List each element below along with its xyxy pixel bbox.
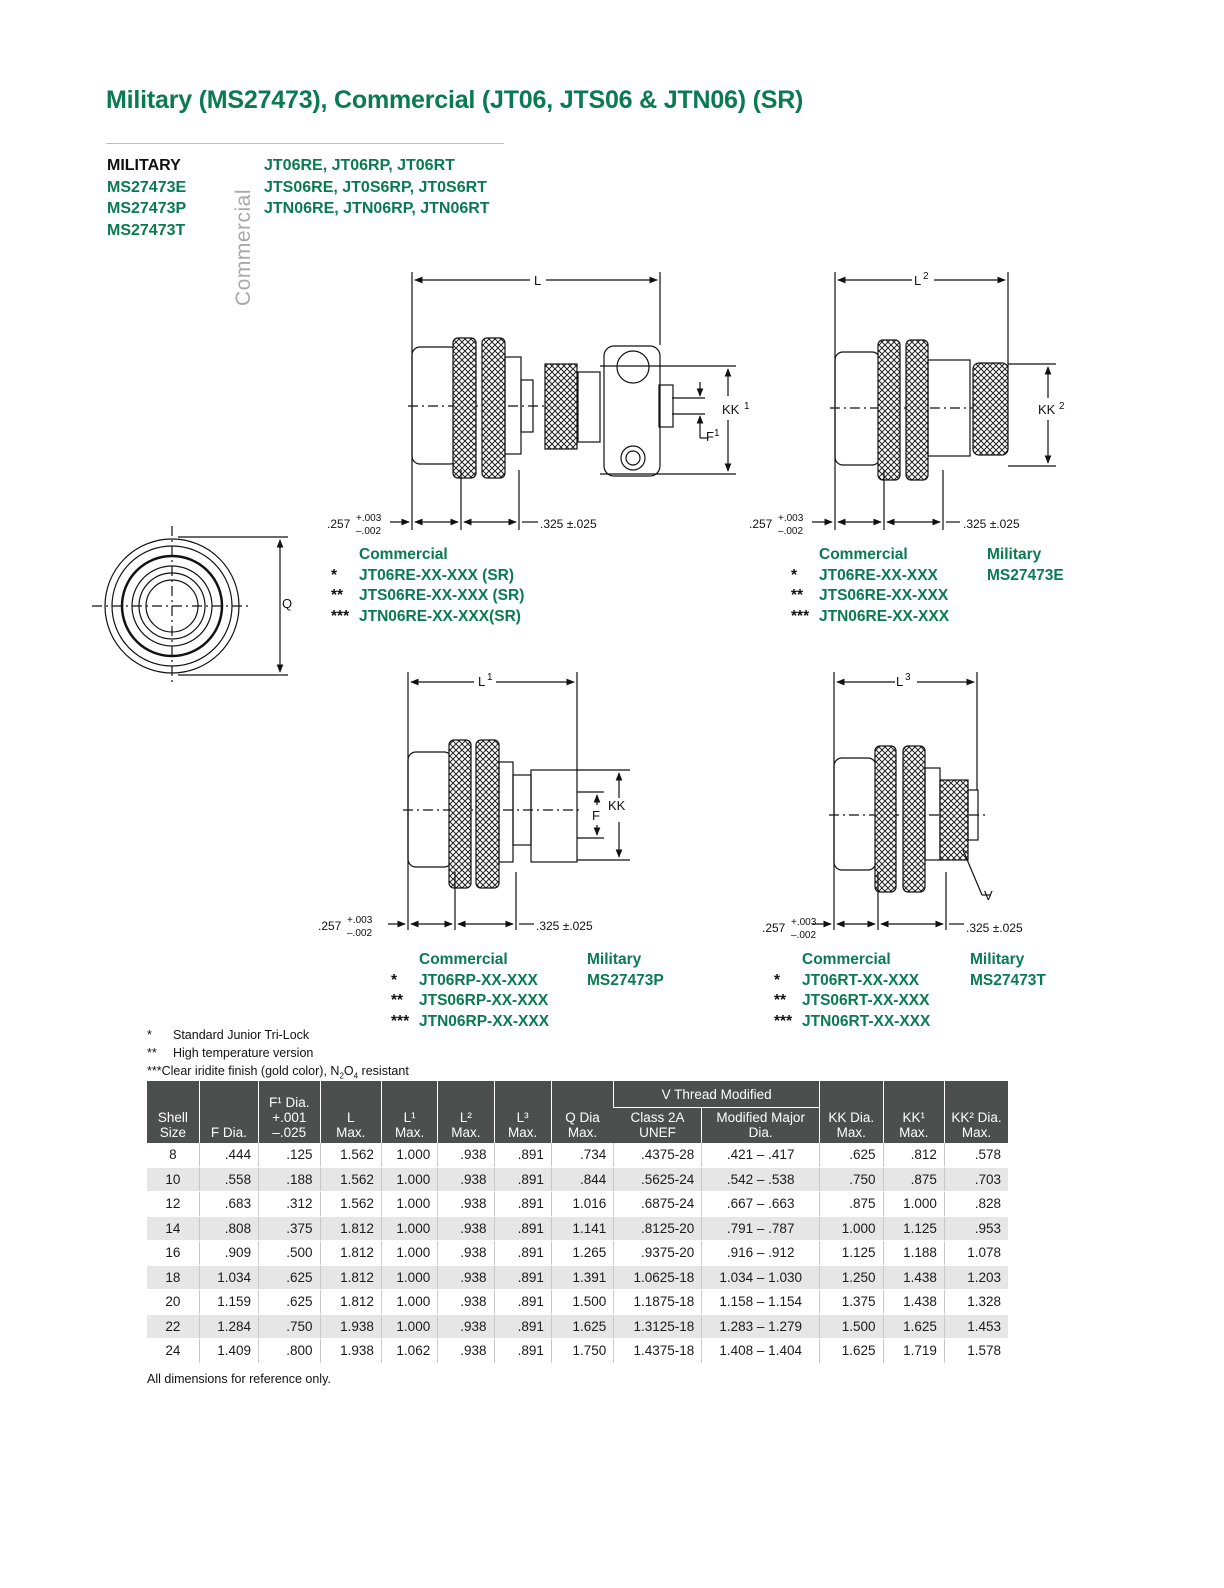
note-star: *	[147, 1028, 152, 1042]
caption-part-number: JT06RE-XX-XXX	[819, 566, 938, 584]
cell-f1-dia: .500	[259, 1241, 320, 1266]
cell-kk2-dia: 1.203	[944, 1265, 1008, 1290]
caption-star: *	[331, 566, 338, 584]
cell-f-dia: .558	[199, 1167, 258, 1192]
cell-l1-max: 1.000	[381, 1265, 437, 1290]
cell-class-2a-unef: 1.1875-18	[614, 1290, 702, 1315]
caption-commercial-label: Commercial	[419, 951, 508, 968]
caption-star: **	[391, 992, 404, 1009]
table-row	[147, 1265, 1008, 1290]
cell-q-dia: 1.391	[551, 1265, 613, 1290]
cell-q-dia: 1.016	[551, 1192, 613, 1217]
cell-class-2a-unef: 1.0625-18	[614, 1265, 702, 1290]
cell-q-dia: 1.750	[551, 1339, 613, 1364]
cell-kk-dia: .875	[820, 1192, 883, 1217]
cell-l-max: 1.562	[320, 1143, 381, 1167]
caption-star: ***	[774, 1012, 793, 1030]
cell-class-2a-unef: .4375-28	[614, 1143, 702, 1167]
table-row	[147, 1290, 1008, 1315]
dim-l1: L	[478, 674, 486, 689]
caption-part-number: JTN06RT-XX-XXX	[802, 1012, 931, 1030]
dim-kk2: KK	[1038, 402, 1056, 417]
header-modified-major: Modified Major Dia.	[702, 1108, 820, 1144]
caption-rp-military	[587, 950, 664, 991]
cell-l2-max: .938	[438, 1216, 494, 1241]
cell-kk2-dia: .953	[944, 1216, 1008, 1241]
dim-l2: L	[914, 273, 922, 288]
tol-325: .325 ±.025	[966, 921, 1023, 935]
cell-kk2-dia: .578	[944, 1143, 1008, 1167]
tol-plus: +.003	[347, 915, 373, 926]
table-row	[147, 1192, 1008, 1217]
cell-f1-dia: .625	[259, 1265, 320, 1290]
tol-325: .325 ±.025	[540, 517, 597, 531]
header-l2: L² Max.	[438, 1081, 494, 1143]
caption-star: **	[774, 992, 787, 1009]
cell-kk2-dia: .828	[944, 1192, 1008, 1217]
cell-l3-max: .891	[494, 1241, 551, 1266]
caption-part-number: JT06RT-XX-XXX	[802, 971, 920, 989]
dim-f: F	[592, 808, 600, 823]
cell-kk1-max: 1.000	[883, 1192, 944, 1217]
caption-re-sr	[331, 545, 524, 627]
cell-f1-dia: .800	[259, 1339, 320, 1364]
dimension-table	[147, 1081, 1008, 1364]
cell-shell-size: 8	[147, 1143, 199, 1167]
caption-star: **	[791, 587, 804, 604]
cell-l3-max: .891	[494, 1167, 551, 1192]
cell-modified-major-dia: .791 – .787	[702, 1216, 820, 1241]
tol-325: .325 ±.025	[536, 919, 593, 933]
cell-f-dia: .444	[199, 1143, 258, 1167]
cell-kk1-max: 1.719	[883, 1339, 944, 1364]
dim-kk1-sup: 1	[744, 401, 750, 412]
cell-f1-dia: .188	[259, 1167, 320, 1192]
cell-modified-major-dia: 1.408 – 1.404	[702, 1339, 820, 1364]
cell-kk-dia: 1.125	[820, 1241, 883, 1266]
cell-kk2-dia: .703	[944, 1167, 1008, 1192]
tol-base: .257	[318, 919, 342, 933]
commercial-item: JTS06RE, JT0S6RP, JT0S6RT	[264, 178, 487, 196]
cell-kk1-max: .875	[883, 1167, 944, 1192]
cell-kk2-dia: 1.328	[944, 1290, 1008, 1315]
cell-modified-major-dia: 1.034 – 1.030	[702, 1265, 820, 1290]
dim-f1-sup: 1	[714, 428, 720, 439]
dim-l2-sup: 2	[923, 271, 929, 282]
note-text: ***Clear iridite finish (gold color), N	[147, 1064, 340, 1078]
tol-minus: –.002	[347, 928, 373, 939]
end-view-drawing	[92, 526, 288, 686]
header-l: L Max.	[320, 1081, 381, 1143]
cell-f1-dia: .312	[259, 1192, 320, 1217]
cell-kk2-dia: 1.453	[944, 1314, 1008, 1339]
military-label: MILITARY	[107, 157, 181, 174]
dim-l3: L	[896, 674, 904, 689]
cell-kk-dia: .625	[820, 1143, 883, 1167]
note-star: **	[147, 1046, 157, 1060]
tol-plus: +.003	[791, 917, 817, 928]
caption-star: ***	[791, 607, 810, 625]
cell-l1-max: 1.000	[381, 1167, 437, 1192]
table-row	[147, 1339, 1008, 1364]
cell-l-max: 1.812	[320, 1290, 381, 1315]
cell-f-dia: 1.034	[199, 1265, 258, 1290]
tol-minus: –.002	[356, 526, 382, 537]
cell-l2-max: .938	[438, 1143, 494, 1167]
cell-l2-max: .938	[438, 1241, 494, 1266]
note-sub: 4	[353, 1071, 359, 1081]
cell-class-2a-unef: 1.4375-18	[614, 1339, 702, 1364]
cell-q-dia: .844	[551, 1167, 613, 1192]
table-row	[147, 1143, 1008, 1167]
caption-star: **	[331, 587, 344, 604]
dim-kk2-sup: 2	[1059, 401, 1065, 412]
cell-q-dia: .734	[551, 1143, 613, 1167]
cell-class-2a-unef: .6875-24	[614, 1192, 702, 1217]
header-class-2a: Class 2A UNEF	[614, 1108, 702, 1144]
header-v-thread-group: V Thread Modified	[614, 1081, 820, 1108]
cell-kk-dia: 1.375	[820, 1290, 883, 1315]
tol-base: .257	[327, 517, 351, 531]
cell-l3-max: .891	[494, 1216, 551, 1241]
cell-shell-size: 10	[147, 1167, 199, 1192]
cell-class-2a-unef: .9375-20	[614, 1241, 702, 1266]
caption-rp	[391, 950, 549, 1032]
cell-l3-max: .891	[494, 1290, 551, 1315]
dim-kk: KK	[608, 798, 626, 813]
caption-re	[791, 545, 949, 627]
cell-f1-dia: .750	[259, 1314, 320, 1339]
cell-f-dia: 1.409	[199, 1339, 258, 1364]
drawing-re-sr	[390, 272, 736, 530]
cell-l3-max: .891	[494, 1143, 551, 1167]
cell-kk-dia: 1.250	[820, 1265, 883, 1290]
caption-star: ***	[391, 1012, 410, 1030]
cell-f-dia: 1.159	[199, 1290, 258, 1315]
cell-l1-max: 1.000	[381, 1241, 437, 1266]
header-kk-dia: KK Dia. Max.	[820, 1081, 883, 1143]
caption-re-military	[987, 545, 1064, 586]
note-text: Standard Junior Tri-Lock	[173, 1028, 310, 1042]
cell-class-2a-unef: 1.3125-18	[614, 1314, 702, 1339]
cell-l-max: 1.812	[320, 1265, 381, 1290]
caption-part-number: JTS06RT-XX-XXX	[802, 992, 930, 1009]
cell-f1-dia: .625	[259, 1290, 320, 1315]
cell-kk-dia: 1.625	[820, 1339, 883, 1364]
cell-l-max: 1.812	[320, 1216, 381, 1241]
cell-l1-max: 1.000	[381, 1290, 437, 1315]
cell-l1-max: 1.000	[381, 1192, 437, 1217]
dim-l1-sup: 1	[487, 672, 493, 683]
cell-modified-major-dia: .916 – .912	[702, 1241, 820, 1266]
header-shell-size: Shell Size	[147, 1081, 199, 1143]
dim-l: L	[534, 273, 542, 288]
cell-kk1-max: .812	[883, 1143, 944, 1167]
cell-kk1-max: 1.125	[883, 1216, 944, 1241]
cell-l1-max: 1.000	[381, 1216, 437, 1241]
cell-l2-max: .938	[438, 1167, 494, 1192]
cell-shell-size: 18	[147, 1265, 199, 1290]
caption-part-number: JTS06RE-XX-XXX	[819, 587, 949, 604]
cell-shell-size: 22	[147, 1314, 199, 1339]
cell-shell-size: 24	[147, 1339, 199, 1364]
caption-rt-military	[970, 950, 1046, 991]
cell-q-dia: 1.625	[551, 1314, 613, 1339]
dim-q: Q	[282, 596, 293, 611]
cell-shell-size: 12	[147, 1192, 199, 1217]
caption-part-number: JTN06RP-XX-XXX	[419, 1012, 550, 1030]
cell-q-dia: 1.500	[551, 1290, 613, 1315]
header-f-dia: F Dia.	[199, 1081, 258, 1143]
dim-v: V	[984, 888, 993, 903]
dim-kk1: KK	[722, 402, 740, 417]
cell-f1-dia: .125	[259, 1143, 320, 1167]
dim-f1: F	[706, 429, 714, 444]
cell-l2-max: .938	[438, 1290, 494, 1315]
caption-military-part: MS27473E	[987, 566, 1064, 584]
military-item: MS27473P	[107, 200, 187, 217]
cell-kk1-max: 1.438	[883, 1290, 944, 1315]
cell-shell-size: 14	[147, 1216, 199, 1241]
tol-325: .325 ±.025	[963, 517, 1020, 531]
cell-l1-max: 1.000	[381, 1314, 437, 1339]
cell-f-dia: .683	[199, 1192, 258, 1217]
cell-kk-dia: .750	[820, 1167, 883, 1192]
table-row	[147, 1241, 1008, 1266]
header-l1: L¹ Max.	[381, 1081, 437, 1143]
table-row	[147, 1167, 1008, 1192]
cell-shell-size: 16	[147, 1241, 199, 1266]
header-kk1: KK¹ Max.	[883, 1081, 944, 1143]
header-f1-dia: F¹ Dia. +.001 –.025	[259, 1081, 320, 1143]
drawing-rp	[388, 672, 630, 930]
caption-part-number: JTS06RP-XX-XXX	[419, 992, 549, 1009]
note-text: O	[343, 1064, 354, 1078]
cell-class-2a-unef: .8125-20	[614, 1216, 702, 1241]
cell-modified-major-dia: 1.283 – 1.279	[702, 1314, 820, 1339]
caption-military-part: MS27473T	[970, 971, 1046, 989]
table-row	[147, 1216, 1008, 1241]
cell-l1-max: 1.062	[381, 1339, 437, 1364]
header-q-dia: Q Dia Max.	[551, 1081, 613, 1143]
cell-l2-max: .938	[438, 1314, 494, 1339]
tol-minus: –.002	[791, 930, 817, 941]
cell-l-max: 1.562	[320, 1167, 381, 1192]
header-kk2-dia: KK² Dia. Max.	[944, 1081, 1008, 1143]
caption-commercial-label: Commercial	[359, 546, 448, 563]
cell-f1-dia: .375	[259, 1216, 320, 1241]
caption-part-number: JTN06RE-XX-XXX(SR)	[359, 607, 521, 625]
caption-star: *	[791, 566, 798, 584]
caption-part-number: JT06RE-XX-XXX (SR)	[359, 566, 515, 584]
tol-plus: +.003	[778, 513, 804, 524]
cell-f-dia: 1.284	[199, 1314, 258, 1339]
tol-minus: –.002	[778, 526, 804, 537]
cell-l3-max: .891	[494, 1339, 551, 1364]
header-l3: L³ Max.	[494, 1081, 551, 1143]
cell-kk2-dia: 1.578	[944, 1339, 1008, 1364]
cell-l3-max: .891	[494, 1265, 551, 1290]
cell-l2-max: .938	[438, 1339, 494, 1364]
military-item: MS27473T	[107, 221, 186, 239]
military-item: MS27473E	[107, 178, 187, 196]
cell-kk-dia: 1.000	[820, 1216, 883, 1241]
note-text: High temperature version	[173, 1046, 314, 1060]
tol-base: .257	[749, 517, 773, 531]
caption-star: ***	[331, 607, 350, 625]
cell-l-max: 1.562	[320, 1192, 381, 1217]
commercial-vertical-label: Commercial	[232, 188, 255, 306]
tol-plus: +.003	[356, 513, 382, 524]
cell-modified-major-dia: .542 – .538	[702, 1167, 820, 1192]
cell-kk2-dia: 1.078	[944, 1241, 1008, 1266]
note-sub: 2	[339, 1071, 344, 1081]
cell-modified-major-dia: 1.158 – 1.154	[702, 1290, 820, 1315]
tol-base: .257	[762, 921, 786, 935]
cell-q-dia: 1.141	[551, 1216, 613, 1241]
caption-military-label: Military	[587, 951, 642, 968]
cell-modified-major-dia: .421 – .417	[702, 1143, 820, 1167]
cell-f-dia: .808	[199, 1216, 258, 1241]
footnotes	[147, 1026, 409, 1086]
cell-l3-max: .891	[494, 1314, 551, 1339]
cell-l1-max: 1.000	[381, 1143, 437, 1167]
caption-military-label: Military	[987, 546, 1042, 563]
drawing-re	[812, 272, 1056, 530]
drawing-rt	[812, 672, 990, 930]
note-text: resistant	[358, 1064, 409, 1078]
cell-l-max: 1.938	[320, 1339, 381, 1364]
caption-part-number: JTS06RE-XX-XXX (SR)	[359, 587, 525, 604]
cell-l-max: 1.938	[320, 1314, 381, 1339]
commercial-item: JT06RE, JT06RP, JT06RT	[264, 157, 455, 174]
caption-military-label: Military	[970, 951, 1025, 968]
table-row	[147, 1314, 1008, 1339]
cell-kk1-max: 1.438	[883, 1265, 944, 1290]
caption-part-number: JTN06RE-XX-XXX	[819, 607, 950, 625]
caption-commercial-label: Commercial	[819, 546, 908, 563]
cell-l2-max: .938	[438, 1265, 494, 1290]
cell-shell-size: 20	[147, 1290, 199, 1315]
caption-commercial-label: Commercial	[802, 951, 891, 968]
caption-star: *	[774, 971, 781, 989]
cell-modified-major-dia: .667 – .663	[702, 1192, 820, 1217]
cell-l2-max: .938	[438, 1192, 494, 1217]
commercial-item: JTN06RE, JTN06RP, JTN06RT	[264, 200, 490, 217]
caption-rt	[774, 950, 930, 1032]
cell-f-dia: .909	[199, 1241, 258, 1266]
cell-kk1-max: 1.188	[883, 1241, 944, 1266]
page-title: Military (MS27473), Commercial (JT06, JTS06 & JTN06) (SR)	[106, 86, 804, 114]
cell-l3-max: .891	[494, 1192, 551, 1217]
caption-part-number: JT06RP-XX-XXX	[419, 971, 538, 989]
cell-class-2a-unef: .5625-24	[614, 1167, 702, 1192]
dim-l3-sup: 3	[905, 672, 911, 683]
cell-q-dia: 1.265	[551, 1241, 613, 1266]
cell-kk1-max: 1.625	[883, 1314, 944, 1339]
cell-l-max: 1.812	[320, 1241, 381, 1266]
caption-military-part: MS27473P	[587, 971, 664, 989]
caption-star: *	[391, 971, 398, 989]
table-footnote: All dimensions for reference only.	[147, 1372, 331, 1386]
cell-kk-dia: 1.500	[820, 1314, 883, 1339]
